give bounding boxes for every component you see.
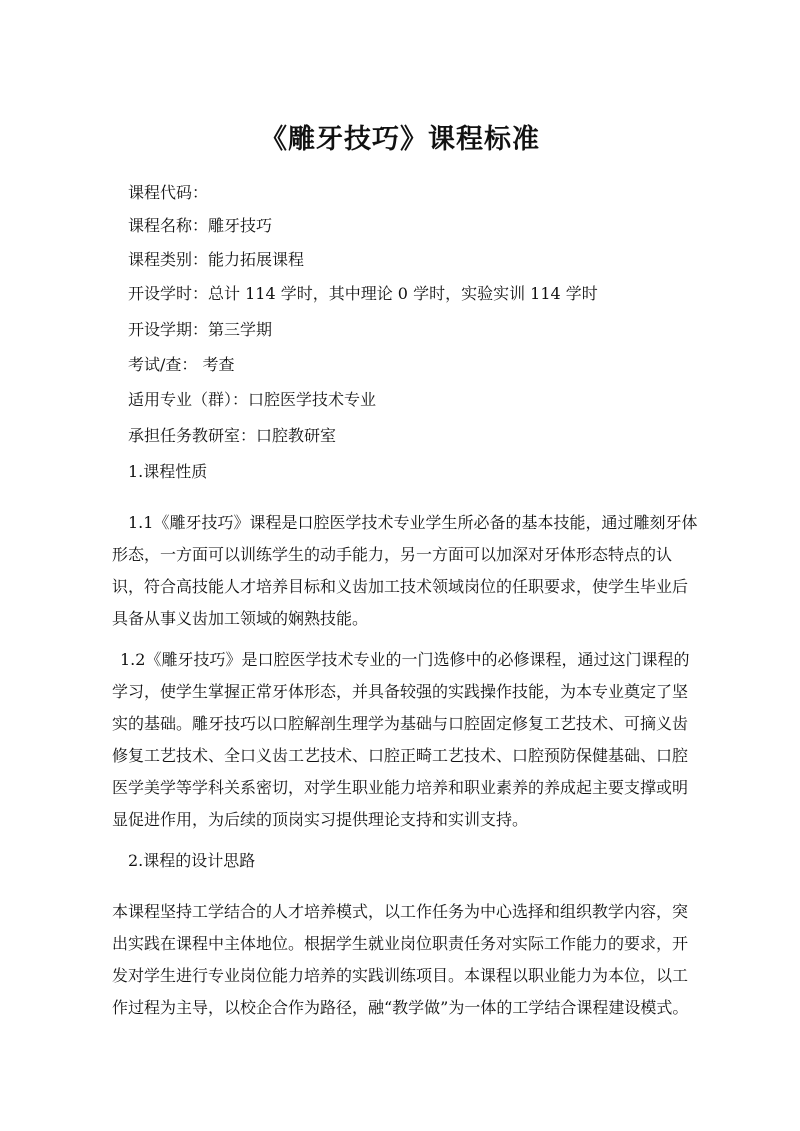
paragraph-1-2: 1.2《雕牙技巧》是口腔医学技术专业的一门选修中的必修课程，通过这门课程的学习，使学生掌握正常牙体形态，并具备较强的实践操作技能，为本专业奠定了坚实的基础。雕牙技巧以口腔解剖生理学为基础与口腔固定修复工艺技术、可摘义齿修复工艺技术、全口义齿工艺技术、口腔正畸工艺技术、口腔预防保健基础、口腔医学美学等学科关系密切，对学生职业能力培养和职业素养的养成起主要支撑或明显促进作用，为后续的顶岗实习提供理论支持和实训支持。 — [112, 650, 690, 829]
teaching-office-line: 承担任务教研室：口腔教研室 — [128, 426, 337, 445]
course-category-line: 课程类别：能力拓展课程 — [128, 250, 305, 269]
section-heading-design-idea: 2.课程的设计思路 — [128, 851, 256, 870]
course-semester-line: 开设学期：第三学期 — [128, 320, 273, 339]
course-hours-line: 开设学时：总计 114 学时，其中理论 0 学时，实验实训 114 学时 — [128, 284, 598, 303]
course-code-line: 课程代码： — [128, 183, 209, 202]
exam-type-line: 考试/查： 考查 — [128, 355, 235, 374]
applicable-major-line: 适用专业（群）：口腔医学技术专业 — [128, 390, 377, 409]
page-title: 《雕牙技巧》课程标准 — [260, 124, 540, 155]
course-name-line: 课程名称：雕牙技巧 — [128, 216, 273, 235]
section-heading-course-nature: 1.课程性质 — [128, 462, 208, 481]
paragraph-1-1: 1.1《雕牙技巧》课程是口腔医学技术专业学生所必备的基本技能，通过雕刻牙体形态，一方面可以训练学生的动手能力，另一方面可以加深对牙体形态特点的认识，符合高技能人才培养目标和义齿加工技术领域岗位的任职要求，使学生毕业后具备从事义齿加工领域的娴熟技能。 — [112, 513, 698, 628]
paragraph-2: 本课程坚持工学结合的人才培养模式，以工作任务为中心选择和组织教学内容，突出实践在课程中主体地位。根据学生就业岗位职责任务对实际工作能力的要求，开发对学生进行专业岗位能力培养的实践训练项目。本课程以职业能力为本位，以工作过程为主导，以校企合作为路径，融“教学做”为一体的工学结合课程建设模式。 — [112, 902, 689, 1017]
